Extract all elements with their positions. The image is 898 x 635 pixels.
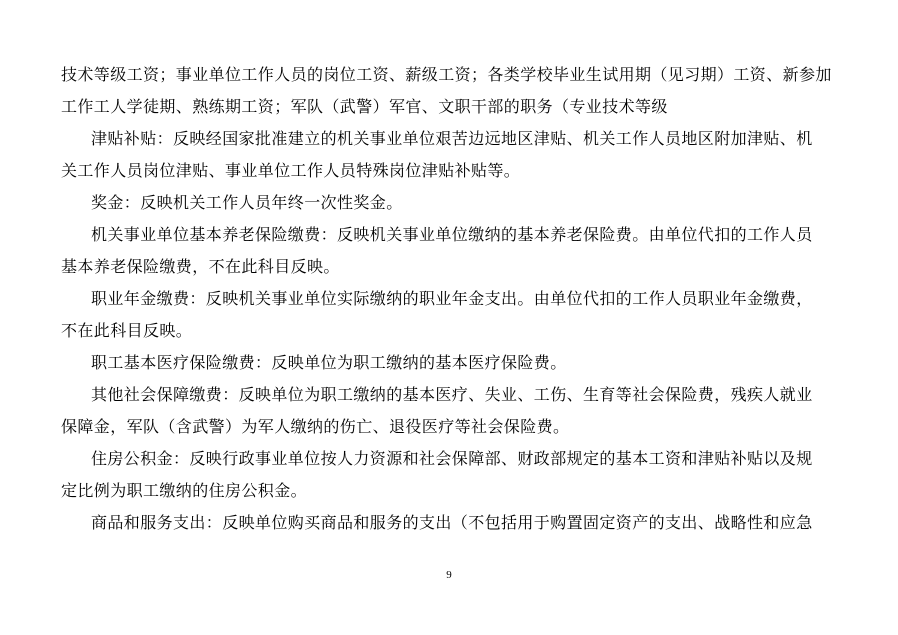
paragraph-occupational-annuity: 职业年金缴费：反映机关事业单位实际缴纳的职业年金支出。由单位代扣的工作人员职业年金缴费，: [91, 289, 813, 308]
paragraph-goods-services: 商品和服务支出：反映单位购买商品和服务的支出（不包括用于购置固定资产的支出、战略性和应急: [91, 513, 813, 532]
paragraph-housing-fund: 住房公积金：反映行政事业单位按人力资源和社会保障部、财政部规定的基本工资和津贴补贴以及规: [91, 449, 813, 468]
text-line: 关工作人员岗位津贴、事业单位工作人员特殊岗位津贴补贴等。: [61, 161, 521, 180]
page-number: 9: [446, 569, 452, 581]
paragraph-pension-insurance: 机关事业单位基本养老保险缴费：反映机关事业单位缴纳的基本养老保险费。由单位代扣的工作人员: [91, 225, 813, 244]
paragraph-medical-insurance: 职工基本医疗保险缴费：反映单位为职工缴纳的基本医疗保险费。: [91, 353, 567, 372]
text-line: 保障金，军队（含武警）为军人缴纳的伤亡、退役医疗等社会保险费。: [61, 417, 570, 436]
paragraph-other-social-security: 其他社会保障缴费：反映单位为职工缴纳的基本医疗、失业、工伤、生育等社会保险费，残疾人就业: [91, 385, 813, 404]
document-body: [61, 64, 841, 544]
paragraph-bonus: 奖金：反映机关工作人员年终一次性奖金。: [91, 193, 403, 212]
text-line: 定比例为职工缴纳的住房公积金。: [61, 481, 308, 500]
paragraph-allowance: 津贴补贴：反映经国家批准建立的机关事业单位艰苦边远地区津贴、机关工作人员地区附加津贴、机: [91, 129, 813, 148]
text-line: 基本养老保险缴费，不在此科目反映。: [61, 257, 340, 276]
text-line: 不在此科目反映。: [61, 321, 193, 340]
text-line: 工作工人学徒期、熟练期工资；军队（武警）军官、文职干部的职务（专业技术等级: [61, 97, 668, 116]
text-line: 技术等级工资；事业单位工作人员的岗位工资、薪级工资；各类学校毕业生试用期（见习期）工资、新参加: [61, 65, 832, 84]
